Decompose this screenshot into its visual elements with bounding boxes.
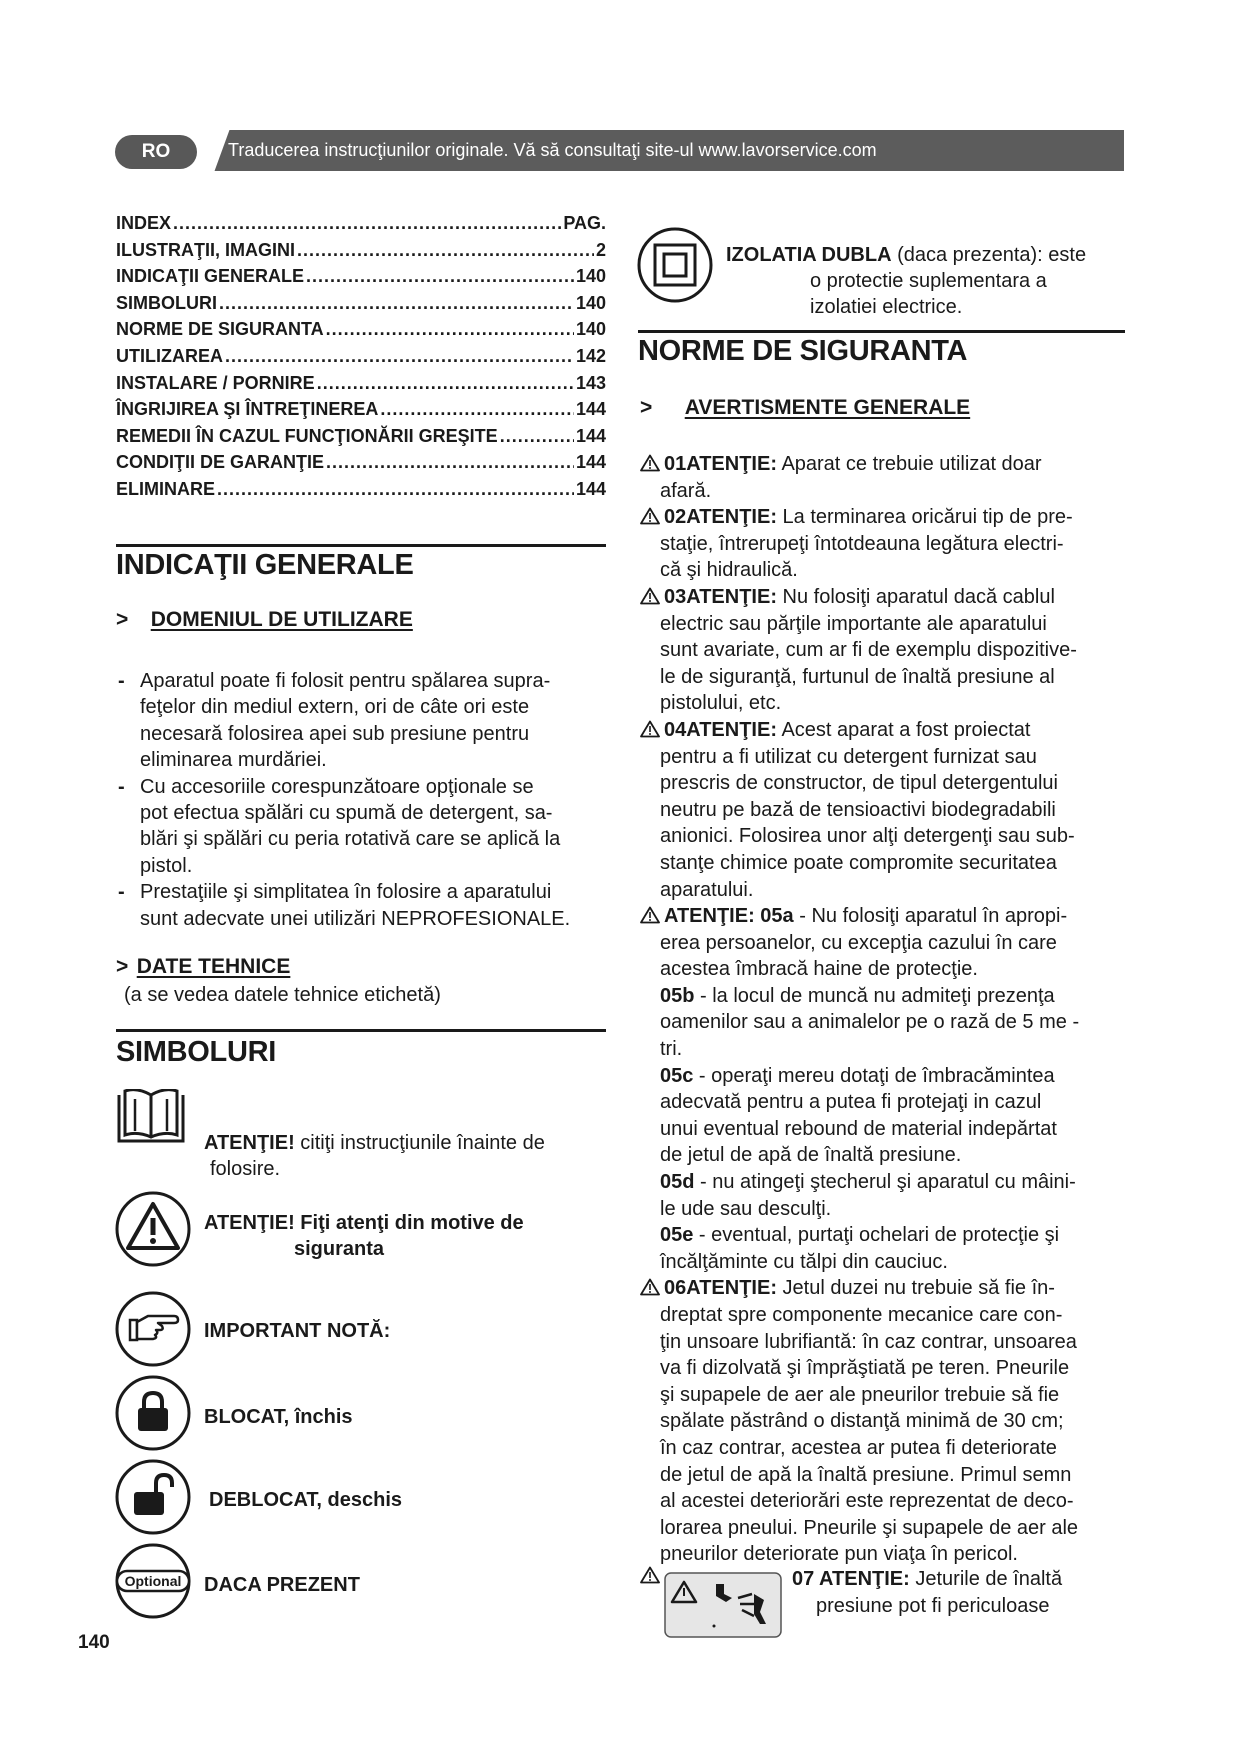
lock-open-icon <box>114 1458 192 1541</box>
list-item: - Cu accesoriile corespunzătoare opţionale se pot efectua spălări cu spumă de detergent, sa- blări şi spălări cu peria rotativă care se aplică la pistol. <box>118 775 561 877</box>
usage-list <box>116 668 606 932</box>
warning-03: 03ATENŢIE: Nu folosiţi aparatul dacă cablul electric sau părţile importante ale aparatului sunt avariate, cum ar fi de exemplu dispozitive- le de siguranţă, furtunul de înaltă presiune al pistolului, etc. <box>640 584 1130 717</box>
warning-line: anionici. Folosirea unor alţi detergenţi sau sub- <box>660 825 1075 848</box>
symbol-attention: ATENŢIE! Fiţi atenţi din motive de siguranta <box>204 1212 524 1260</box>
pointing-hand-icon <box>114 1290 192 1373</box>
header-notice: Traducerea instrucţiunilor originale. Vă să consultaţi site-ul www.lavorservice.com <box>228 140 877 160</box>
warnings-list <box>640 451 1130 1568</box>
warning-icon <box>114 1190 192 1273</box>
section-rule <box>116 1029 606 1032</box>
toc-row[interactable]: ILUSTRAŢII, IMAGINI ..... 2 <box>116 237 606 264</box>
warning-triangle-icon <box>640 507 660 525</box>
tech-subheading: > DATE TEHNICE <box>116 955 291 978</box>
warning-04-text: Acest aparat a fost proiectat <box>776 718 1031 741</box>
warning-01: 01ATENŢIE: Aparat ce trebuie utilizat doar afară. <box>640 451 1130 504</box>
page-number: 140 <box>78 1632 110 1653</box>
section-rule <box>638 330 1125 333</box>
safety-title: NORME DE SIGURANTA <box>638 335 968 367</box>
toc-row[interactable]: INDICAŢII GENERALE ..... 140 <box>116 263 606 290</box>
warning-06-text: Jetul duzei nu trebuie să fie în- <box>776 1277 1055 1300</box>
warning-line: prescris de constructor, de tipul detergentului <box>660 772 1058 795</box>
warning-02: 02ATENŢIE: La terminarea oricărui tip de pre- staţie, întrerupeţi întotdeauna legătura electri- că şi hidraulică. <box>640 504 1130 584</box>
book-icon <box>115 1089 187 1154</box>
language-badge: RO <box>115 135 197 169</box>
warning-05: ATENŢIE: 05a - Nu folosiţi aparatul în apropi- erea persoanelor, cu excepţia cazului în care acestea îmbracă haine de protecţie. 05b - la locul de muncă nu admiteţi prezenţa oamenilor sau a animalelor pe o rază de 5 me - tri. 05c - operaţi mereu dotaţi de îmbracămintea adecvată pentru a putea fi protejaţi in cazul unui eventual rebound de material indepărtat de jetul de apă de înaltă presiune. 05d - nu atingeţi ştecherul şi aparatul cu mâini- le ude sau desculţi. 05e - eventual, purtaţi ochelari de protecţie şi încălţăminte cu tălpi din cauciuc. <box>640 903 1130 1275</box>
optional-icon-label: Optional <box>124 1573 182 1589</box>
general-title: INDICAŢII GENERALE <box>116 549 414 581</box>
section-rule <box>116 544 606 547</box>
warning-line: şi supapele de aer ale pneurilor trebuie să fie <box>660 1383 1060 1406</box>
symbol-optional: DACA PREZENT <box>204 1574 360 1596</box>
warning-line: lorarea pneului. Pneurile şi supapele de aer ale <box>660 1516 1079 1539</box>
warning-04: 04ATENŢIE: Acest aparat a fost proiectat pentru a fi utilizat cu detergent furnizat sau prescris de constructor, de tipul detergentului neutru pe bază de tensioactivi biodegradabili anionici. Folosirea unor alţi detergenţi sau sub- stanţe chimice poate compromite securitatea aparatului. <box>640 717 1130 903</box>
toc-row[interactable]: ÎNGRIJIREA ŞI ÎNTREŢINEREA ..... 144 <box>116 396 606 423</box>
warning-line: stanţe chimice poate compromite securitatea <box>660 851 1057 874</box>
toc-row[interactable]: ELIMINARE ..... 144 <box>116 476 606 503</box>
warning-line: al acestei deteriorări este reprezentat de deco- <box>660 1490 1074 1513</box>
warning-triangle-icon <box>640 454 660 472</box>
table-of-contents <box>116 210 606 503</box>
double-square-icon <box>636 226 714 309</box>
warning-line: ţin unsoare lubrifiantă: în caz contrar, unsoarea <box>660 1330 1077 1353</box>
warning-triangle-icon <box>640 720 660 738</box>
lock-closed-icon <box>114 1374 192 1457</box>
toc-row[interactable]: REMEDII ÎN CAZUL FUNCŢIONĂRII GREŞITE ..... 144 <box>116 423 606 450</box>
warning-triangle-icon <box>640 1566 660 1589</box>
toc-row[interactable]: CONDIŢII DE GARANŢIE ..... 144 <box>116 449 606 476</box>
toc-row[interactable]: SIMBOLURI ..... 140 <box>116 290 606 317</box>
list-item: - Prestaţiile şi simplitatea în folosire a aparatului sunt adecvate unei utilizări NEPROFESIONALE. <box>118 881 571 930</box>
warning-06: 06ATENŢIE: Jetul duzei nu trebuie să fie în- dreptat spre componente mecanice care con- ţin unsoare lubrifiantă: în caz contrar, unsoarea va fi dizolvată şi împrăştiată pe teren. Pneurile şi supapele de aer ale pneurilor trebuie să fie spălate păstrând o distanţă minimă de 30 cm; în caz contrar, acestea ar putea fi deteriorate de jetul de apă la înaltă presiune. Primul semn al acestei deteriorări este reprezentat de deco- lorarea pneului. Pneurile şi supapele de aer ale pneurilor deteriorate pun viaţa în pericol. <box>640 1275 1130 1568</box>
warning-07: 07 ATENŢIE: Jeturile de înaltă presiune pot fi periculoase <box>792 1568 1063 1617</box>
warning-line: pneurilor deteriorate pun viaţa în pericol. <box>660 1543 1018 1566</box>
high-pressure-jet-icon <box>664 1572 782 1638</box>
symbol-important-note: IMPORTANT NOTĂ: <box>204 1320 391 1342</box>
double-insulation-text: IZOLATIA DUBLA (daca prezenta): este o protectie suplementara a izolatiei electrice. <box>726 244 1087 318</box>
warning-line: spălate păstrând o distanţă minimă de 30 cm; <box>660 1410 1064 1433</box>
list-item: - Aparatul poate fi folosit pentru spălarea supra- feţelor din mediul extern, ori de câte ori este necesară folosirea apei sub presiune pentru eliminarea murdăriei. <box>118 670 551 772</box>
warning-triangle-icon <box>640 1278 660 1296</box>
warning-line: în caz contrar, acestea ar putea fi deteriorate <box>660 1436 1057 1459</box>
header-notice-bar <box>212 130 1124 171</box>
warning-line: dreptat spre componente mecanice care con- <box>660 1304 1063 1326</box>
symbol-read-instructions: ATENŢIE! citiţi instrucţiunile înainte de folosire. <box>204 1132 545 1180</box>
warning-line: pentru a fi utilizat cu detergent furnizat sau <box>660 745 1037 768</box>
warning-line: va fi dizolvată şi împrăştiată pe teren. Pneurile <box>660 1357 1070 1380</box>
tech-note: (a se vedea datele tehnice etichetă) <box>124 984 441 1006</box>
toc-row[interactable]: NORME DE SIGURANTA ..... 140 <box>116 316 606 343</box>
warning-triangle-icon <box>640 587 660 605</box>
warning-triangle-icon <box>640 906 660 924</box>
optional-icon <box>114 1542 192 1625</box>
toc-row[interactable]: INDEX ..... PAG. <box>116 210 606 237</box>
warning-line: neutru pe bază de tensioactivi biodegradabili <box>660 798 1056 821</box>
usage-subheading: > DOMENIUL DE UTILIZARE <box>116 608 413 631</box>
warnings-subheading: > AVERTISMENTE GENERALE <box>640 396 971 419</box>
symbol-unlocked: DEBLOCAT, deschis <box>209 1489 402 1511</box>
toc-row[interactable]: UTILIZAREA ..... 142 <box>116 343 606 370</box>
toc-row[interactable]: INSTALARE / PORNIRE ..... 143 <box>116 370 606 397</box>
warning-line: aparatului. <box>660 878 754 901</box>
symbol-locked: BLOCAT, închis <box>204 1406 353 1428</box>
warning-line: de jetul de apă la înaltă presiune. Primul semn <box>660 1463 1072 1486</box>
symbols-title: SIMBOLURI <box>116 1036 277 1068</box>
